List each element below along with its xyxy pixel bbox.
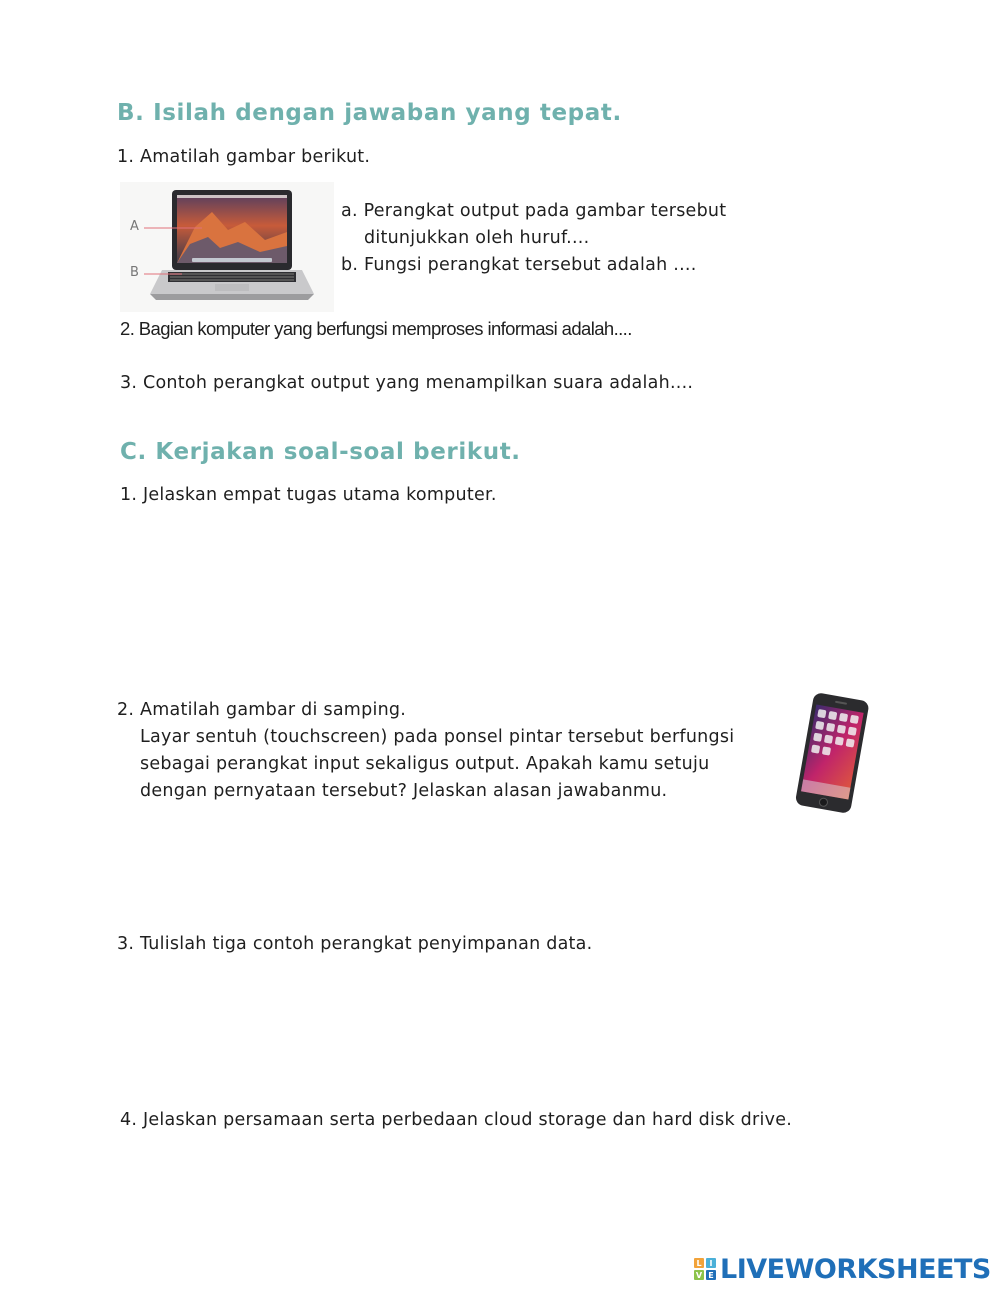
logo-tiles	[694, 1258, 716, 1280]
liveworksheets-logo	[694, 1252, 991, 1286]
b-question-1-prompt: 1. Amatilah gambar berikut.	[117, 147, 371, 167]
smartphone-image	[790, 692, 874, 816]
laptop-label-b: B	[130, 265, 139, 280]
c-q2-line1: 2. Amatilah gambar di samping.	[117, 700, 407, 720]
b-question-1-subquestions	[341, 198, 726, 279]
logo-tile-e: E	[706, 1270, 716, 1280]
logo-tile-l: L	[694, 1258, 704, 1268]
b-question-2: 2. Bagian komputer yang berfungsi memproses informasi adalah....	[120, 318, 632, 339]
smartphone-illustration	[790, 692, 874, 816]
c-q2-line2: Layar sentuh (touchscreen) pada ponsel pintar tersebut berfungsi	[140, 727, 735, 747]
laptop-illustration	[120, 182, 334, 312]
c-question-2	[117, 697, 734, 805]
c-q2-line3: sebagai perangkat input sekaligus output. Apakah kamu setuju	[140, 754, 710, 774]
b-question-3: 3. Contoh perangkat output yang menampilkan suara adalah....	[120, 373, 694, 393]
logo-tile-i: I	[706, 1258, 716, 1268]
c-question-1: 1. Jelaskan empat tugas utama komputer.	[120, 485, 497, 505]
section-b-heading: B. Isilah dengan jawaban yang tepat.	[117, 100, 622, 126]
b-q1-sub-b: b. Fungsi perangkat tersebut adalah ....	[341, 255, 697, 275]
c-q2-line4: dengan pernyataan tersebut? Jelaskan alasan jawabanmu.	[140, 781, 668, 801]
b-q1-sub-a-line2: ditunjukkan oleh huruf....	[364, 228, 590, 248]
logo-tile-v: V	[695, 1270, 703, 1280]
laptop-label-a: A	[130, 219, 139, 234]
b-q1-sub-a-line1: a. Perangkat output pada gambar tersebut	[341, 201, 727, 221]
section-c-heading: C. Kerjakan soal-soal berikut.	[120, 439, 521, 465]
c-question-4: 4. Jelaskan persamaan serta perbedaan cloud storage dan hard disk drive.	[120, 1110, 793, 1130]
laptop-image	[120, 182, 334, 312]
logo-text: LIVEWORKSHEETS	[720, 1253, 991, 1285]
c-question-3: 3. Tulislah tiga contoh perangkat penyimpanan data.	[117, 934, 593, 954]
